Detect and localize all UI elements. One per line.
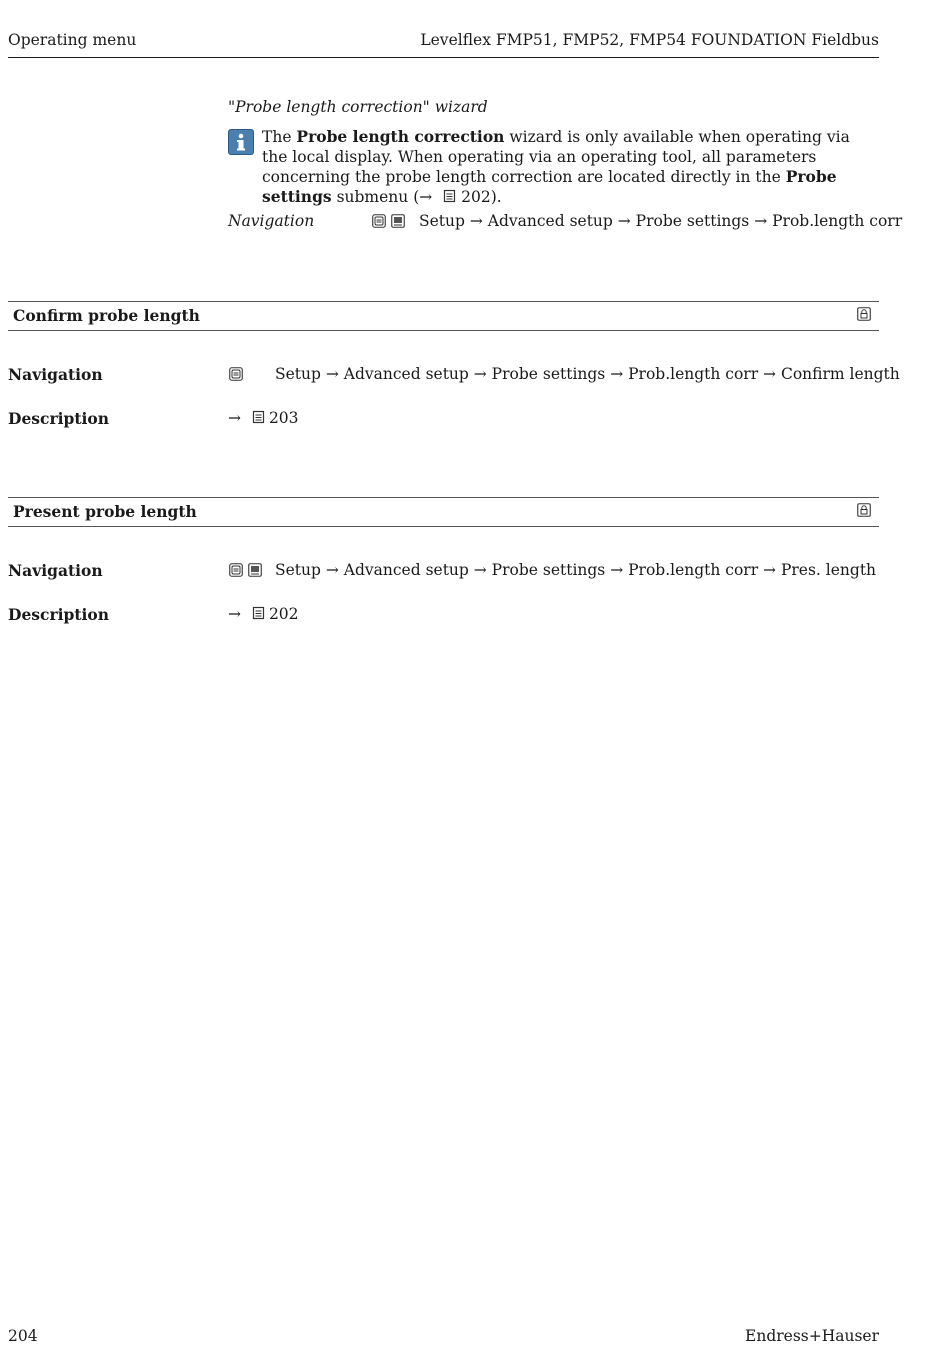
- page-reference-link[interactable]: 203: [268, 409, 299, 427]
- navigation-label: Navigation: [8, 365, 103, 384]
- book-page-icon: [252, 606, 266, 624]
- write-protection-icon: [857, 307, 871, 325]
- navigation-path: Setup → Advanced setup → Probe settings → Prob.length corr → Confirm length: [275, 365, 900, 383]
- wizard-navigation-icons: [372, 213, 405, 232]
- book-page-icon: [252, 410, 266, 428]
- header-divider: [8, 57, 879, 58]
- display-operation-icon: [391, 214, 405, 232]
- header-section-title: Operating menu: [8, 31, 137, 49]
- parameter-title: Present probe length: [13, 502, 197, 521]
- expert-mode-icon: [229, 563, 243, 581]
- expert-mode-icon: [372, 214, 386, 232]
- brand-name: Endress+Hauser: [745, 1327, 879, 1345]
- navigation-label: Navigation: [8, 561, 103, 580]
- wizard-navigation-path: Setup → Advanced setup → Probe settings → Prob.length corr: [419, 212, 903, 230]
- navigation-path: Setup → Advanced setup → Probe settings → Prob.length corr → Pres. length: [275, 561, 877, 579]
- navigation-icons: [229, 366, 243, 385]
- wizard-title: "Probe length correction" wizard: [228, 98, 488, 116]
- page-reference-link[interactable]: 202: [461, 188, 491, 206]
- parameter-header-confirm-probe-length: [8, 301, 879, 331]
- parameter-header-present-probe-length: [8, 497, 879, 527]
- wizard-navigation-label: Navigation: [228, 212, 315, 230]
- wizard-info-text: The Probe length correction wizard is only available when operating via the local display. When operating via an operating tool, all parameters concerning the probe length correction are located directly in the Probe settings submenu (→ 202).: [262, 127, 850, 206]
- expert-mode-icon: [229, 367, 243, 385]
- book-page-icon: [443, 188, 457, 208]
- display-operation-icon: [248, 563, 262, 581]
- info-icon: [228, 129, 254, 155]
- write-protection-icon: [857, 503, 871, 521]
- navigation-icons: [229, 562, 262, 581]
- description-reference: → 202: [228, 605, 299, 623]
- description-label: Description: [8, 409, 110, 428]
- header-document-title: Levelflex FMP51, FMP52, FMP54 FOUNDATION Fieldbus: [420, 31, 879, 49]
- description-reference: → 203: [228, 409, 299, 427]
- page-number: 204: [8, 1327, 38, 1345]
- page-reference-link[interactable]: 202: [268, 605, 299, 623]
- description-label: Description: [8, 605, 110, 624]
- parameter-title: Confirm probe length: [13, 306, 200, 325]
